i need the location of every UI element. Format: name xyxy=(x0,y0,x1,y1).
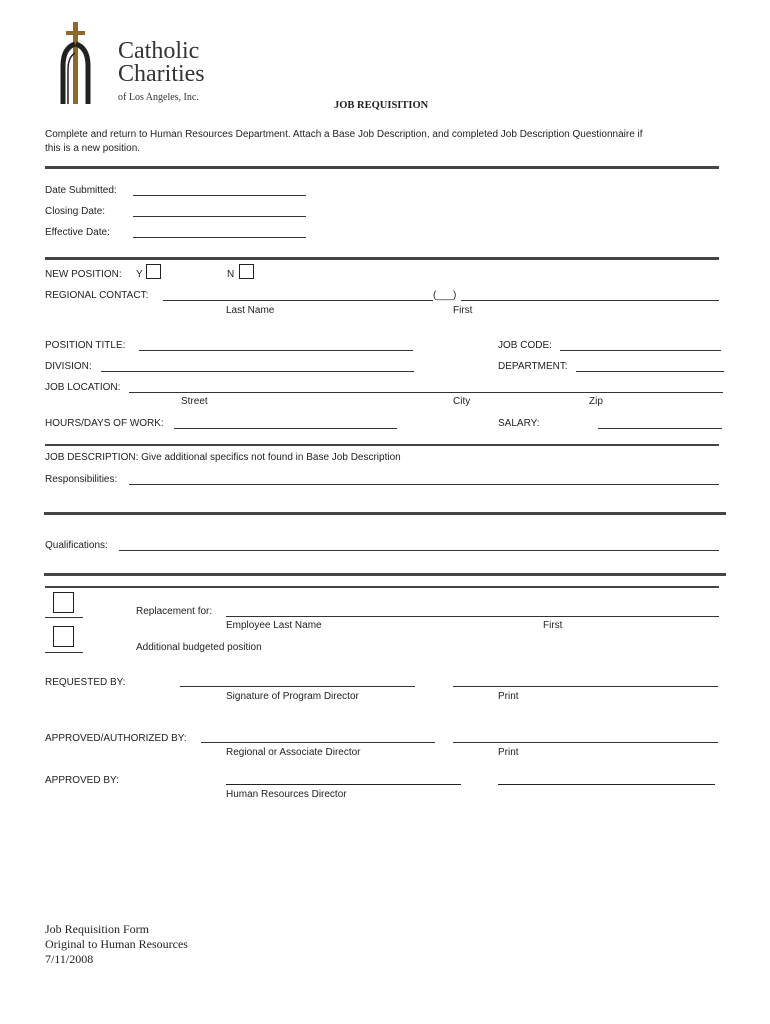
approved-by-label: APPROVED BY: xyxy=(45,775,119,786)
regional-contact-phone-paren: (___) xyxy=(433,290,457,301)
position-title-field[interactable] xyxy=(139,350,413,351)
department-label: DEPARTMENT: xyxy=(498,361,568,372)
qualifications-label: Qualifications: xyxy=(45,540,108,551)
salary-label: SALARY: xyxy=(498,418,540,429)
requested-by-label: REQUESTED BY: xyxy=(45,677,126,688)
divider xyxy=(45,257,719,260)
replacement-first-caption: First xyxy=(543,620,563,631)
divider xyxy=(45,586,719,588)
print-caption-1: Print xyxy=(498,691,519,702)
job-description-label: JOB DESCRIPTION: Give additional specifics not found in Base Job Description xyxy=(45,452,401,463)
closing-date-field[interactable] xyxy=(133,216,306,217)
new-position-label: NEW POSITION: xyxy=(45,269,122,280)
new-position-no-label: N xyxy=(227,269,235,280)
regional-director-signature-field[interactable] xyxy=(201,742,435,743)
print-caption-2: Print xyxy=(498,747,519,758)
hr-director-signature-field[interactable] xyxy=(226,784,461,785)
divider xyxy=(44,512,726,515)
job-location-field[interactable] xyxy=(129,392,723,393)
responsibilities-field[interactable] xyxy=(129,484,719,485)
logo-text-catholic: Catholic xyxy=(118,38,200,64)
closing-date-label: Closing Date: xyxy=(45,206,106,217)
division-label: DIVISION: xyxy=(45,361,92,372)
regional-contact-label: REGIONAL CONTACT: xyxy=(45,290,149,301)
zip-caption: Zip xyxy=(589,396,603,407)
additional-position-checkbox[interactable] xyxy=(53,626,74,647)
hours-days-label: HOURS/DAYS OF WORK: xyxy=(45,418,164,429)
divider xyxy=(45,166,719,169)
divider xyxy=(44,573,726,576)
effective-date-label: Effective Date: xyxy=(45,227,110,238)
employee-last-name-caption: Employee Last Name xyxy=(226,620,322,631)
cross-arch-logo-icon xyxy=(58,20,110,106)
qualifications-field[interactable] xyxy=(119,550,719,551)
responsibilities-label: Responsibilities: xyxy=(45,474,118,485)
instructions-line-2: this is a new position. xyxy=(45,143,141,154)
regional-director-caption: Regional or Associate Director xyxy=(226,747,361,758)
approved-authorized-print-field[interactable] xyxy=(453,742,718,743)
salary-field[interactable] xyxy=(598,428,722,429)
job-code-label: JOB CODE: xyxy=(498,340,552,351)
hr-director-caption: Human Resources Director xyxy=(226,789,347,800)
replacement-for-field[interactable] xyxy=(226,616,719,617)
program-director-signature-field[interactable] xyxy=(180,686,415,687)
logo xyxy=(58,20,228,106)
footer-form-name: Job Requisition Form xyxy=(45,922,150,936)
job-code-field[interactable] xyxy=(560,350,721,351)
requested-by-print-field[interactable] xyxy=(453,686,718,687)
regional-contact-first-caption: First xyxy=(453,305,473,316)
city-caption: City xyxy=(453,396,471,407)
division-field[interactable] xyxy=(101,371,414,372)
instructions-line-1: Complete and return to Human Resources Department. Attach a Base Job Description, and completed Job Description Questionnaire if xyxy=(45,129,643,140)
divider xyxy=(45,617,83,618)
effective-date-field[interactable] xyxy=(133,237,306,238)
divider xyxy=(45,444,719,446)
replacement-checkbox[interactable] xyxy=(53,592,74,613)
approved-by-print-field[interactable] xyxy=(498,784,715,785)
divider xyxy=(45,652,83,653)
approved-authorized-label: APPROVED/AUTHORIZED BY: xyxy=(45,733,187,744)
regional-contact-last-name-caption: Last Name xyxy=(226,305,275,316)
program-director-caption: Signature of Program Director xyxy=(226,691,359,702)
position-title-label: POSITION TITLE: xyxy=(45,340,126,351)
logo-text-subtitle: of Los Angeles, Inc. xyxy=(118,92,199,103)
date-submitted-label: Date Submitted: xyxy=(45,185,117,196)
new-position-yes-label: Y xyxy=(136,269,143,280)
street-caption: Street xyxy=(181,396,208,407)
logo-text-charities: Charities xyxy=(118,61,205,87)
new-position-yes-checkbox[interactable] xyxy=(146,264,161,279)
footer-original-to: Original to Human Resources xyxy=(45,937,188,951)
department-field[interactable] xyxy=(576,371,724,372)
form-title: JOB REQUISITION xyxy=(334,100,429,111)
hours-days-field[interactable] xyxy=(174,428,397,429)
additional-position-label: Additional budgeted position xyxy=(136,642,262,653)
date-submitted-field[interactable] xyxy=(133,195,306,196)
regional-contact-last-name-field[interactable] xyxy=(163,300,433,301)
regional-contact-first-name-field[interactable] xyxy=(461,300,719,301)
footer-date: 7/11/2008 xyxy=(45,952,94,966)
new-position-no-checkbox[interactable] xyxy=(239,264,254,279)
job-location-label: JOB LOCATION: xyxy=(45,382,121,393)
replacement-for-label: Replacement for: xyxy=(136,606,213,617)
